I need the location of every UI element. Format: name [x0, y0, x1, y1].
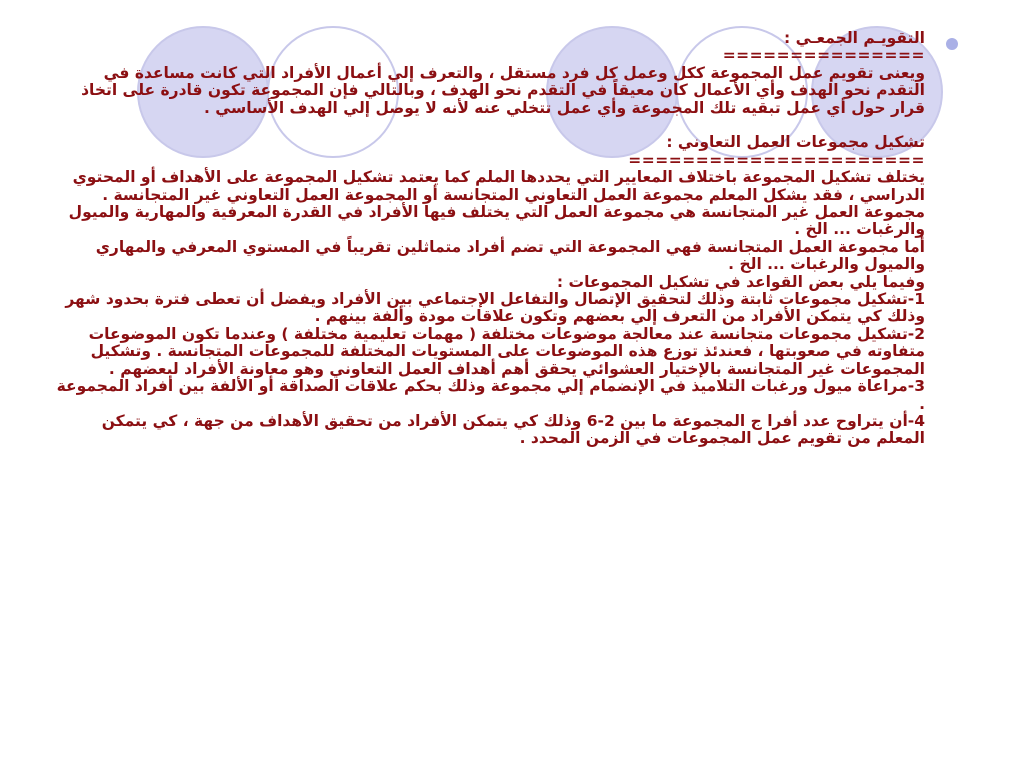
paragraph: مجموعة العمل غير المتجانسة هي مجموعة العمل التي يختلف فيها الأفراد في القدرة المعرفية والمهارية والميول والرغبات ... الخ . — [68, 203, 925, 239]
bullet-dot — [946, 38, 958, 50]
list-item: 1-تشكيل مجموعات ثابتة وذلك لتحقيق الإتصال والتفاعل الإجتماعي بين الأفراد ويفضل أن تعطى فترة بحدود شهر وذلك كي يتمكن الأفراد من التعرف إلي بعضهم وتكون علاقات مودة وألفة بينهم . — [65, 290, 925, 326]
paragraph: أما مجموعة العمل المتجانسة فهي المجموعة التي تضم أفراد متماثلين تقريباً في المستوي المعرفي والمهاري والميول والرغبات ... الخ . — [95, 237, 925, 274]
section-heading: التقويـم الجمعـي : — [783, 29, 925, 47]
list-item: 2-تشكيل مجموعات متجانسة عند معالجة موضوعات مختلفة ( مهمات تعليمية مختلفة ) وعندما تكون الموضوعات متفاوته في صعوبتها ، فعندئذ توزع هذه الموضوعات على المستويات المختلفة للمجموعات المتجانسة . وتشكيل المجموعات غير المتجانسة بالإختيار العشوائي يحقق أهم أهداف العمل التعاوني وهو معاونة الأفراد لبعضهم . — [88, 324, 925, 378]
section-heading: تشكيل مجموعات العمل التعاوني : — [666, 133, 925, 152]
paragraph: ويعنى تقويم عمل المجموعة ككل وعمل كل فرد مستقل ، والتعرف إلي أعمال الأفراد التي كانت مساعدة في التقدم نحو الهدف وأي الأعمال كان معيقاً في التقدم نحو الهدف ، وبالتالي فإن المجموعة تكون قادرة على اتخاذ قرار حول أي عمل تبقيه تلك المجموعة وأي عمل تتخلي عنه لأنه لا يوصل إلي الهدف الأساسي . — [81, 63, 925, 117]
separator-line: ====================== — [628, 150, 925, 169]
slide-text-body — [50, 30, 925, 448]
paragraph: وفيما يلي بعض القواعد في تشكيل المجموعات : — [556, 272, 925, 291]
paragraph: يختلف تشكيل المجموعة باختلاف المعايير التي يحددها الملم كما يعتمد تشكيل المجموعة على الأهداف أو المحتوي الدراسي ، فقد يشكل المعلم مجموعة العمل التعاوني المتجانسة أو المجموعة العمل التعاوني غير المتجانسة . — [72, 168, 925, 204]
separator-line: =============== — [722, 46, 925, 65]
spacer — [50, 117, 925, 134]
list-item: 3-مراعاة ميول ورغبات التلاميذ في الإنضمام إلي مجموعة وذلك بحكم علاقات الصداقة أو الألفة بين أفراد المجموعة . — [56, 377, 925, 413]
list-item: 4-أن يتراوح عدد أفرا ج المجموعة ما بين 2-6 وذلك كي يتمكن الأفراد من تحقيق الأهداف من جهة ، كي يتمكن المعلم من تقويم عمل المجموعات في الزمن المحدد . — [101, 411, 925, 448]
